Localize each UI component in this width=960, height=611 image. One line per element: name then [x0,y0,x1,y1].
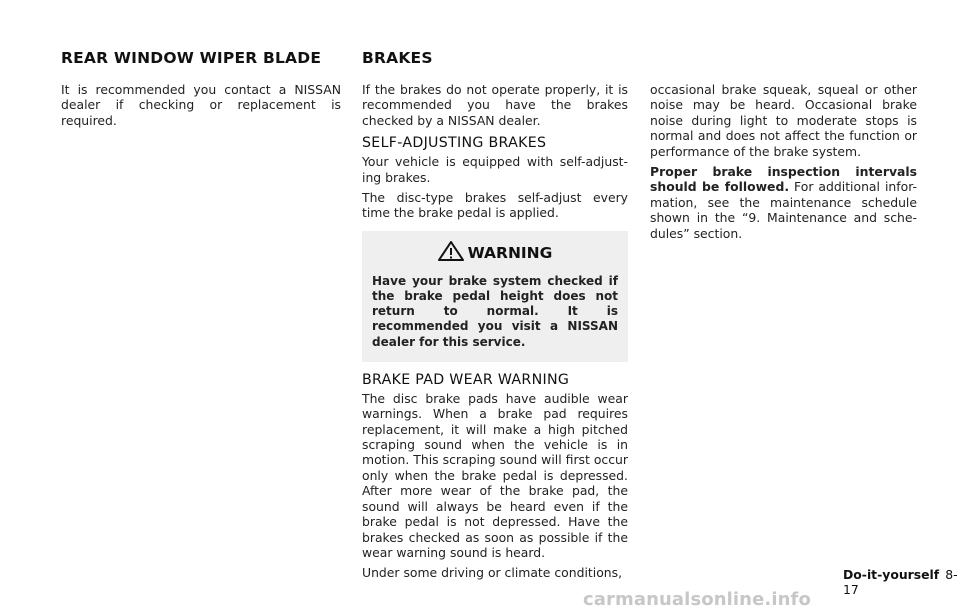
heading-rear-window-wiper-blade: REAR WINDOW WIPER BLADE [61,49,322,67]
watermark-text: carmanualsonline.info [583,589,811,610]
self-adjust-paragraph-1: Your vehicle is equipped with self-adjust-ing brakes. [362,154,628,185]
inspection-paragraph [650,164,917,241]
inspection-bold-text: Proper brake inspection intervals should be followed. [650,164,917,195]
warning-box [362,231,628,362]
wiper-paragraph: It is recommended you contact a NISSAN dealer if checking or replacement is required. [61,82,341,128]
brakes-intro-paragraph: If the brakes do not operate properly, it is recommended you have the brakes checked by a NISSAN dealer. [362,82,628,128]
self-adjust-paragraph-2: The disc-type brakes self-adjust every time the brake pedal is applied. [362,190,628,221]
subheading-brake-pad-wear-warning: BRAKE PAD WEAR WARNING [362,371,570,388]
footer-section: Do-it-yourself [843,567,940,582]
brake-pad-paragraph: The disc brake pads have audible wear warnings. When a brake pad requires replacement, it will make a high pitched scraping sound when the vehicle is in motion. This scraping sound will first occur only when the brake pedal is depressed. After more wear of the brake pad, the sound will always be heard even if the brake pedal is not depressed. Have the brakes checked as soon as possible if the wear warning sound is heard. [362,390,628,560]
warning-triangle-icon [438,244,468,262]
climate-paragraph: Under some driving or climate conditions, [362,565,623,581]
subheading-self-adjusting-brakes: SELF-ADJUSTING BRAKES [362,135,547,152]
page-number: 8-17 [843,567,958,597]
warning-text: Have your brake system checked if the brake pedal height does not return to normal. It is recommended you visit a NISSAN dealer for this service. [372,273,618,349]
warning-header [372,241,618,262]
warning-title: WARNING [467,243,553,262]
page-footer [843,567,960,597]
brake-noise-paragraph: occasional brake squeak, squeal or other noise may be heard. Occasional brake noise during light to moderate stops is normal and does not affect the function or performance of the brake system. [650,82,917,159]
heading-brakes: BRAKES [362,49,433,67]
inspection-rest-text: For additional infor-mation, see the maintenance schedule shown in the “9. Maintenance and sche-dules” section. [650,179,917,241]
